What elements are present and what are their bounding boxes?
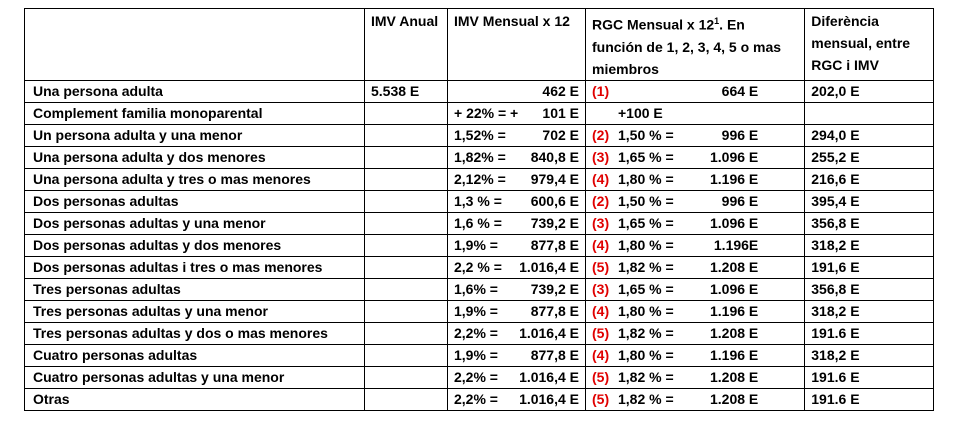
header-rgc: RGC Mensual x $12^1$. En función de 1, 2, 3, 4, 5 o mas miembros [586,9,805,81]
mensual-pct: + 22% = + [454,105,519,122]
row-category: Dos personas adultas i tres o mas menores [25,256,365,278]
row-anual [365,124,448,146]
mensual-pct: 2,2% = [454,369,498,386]
row-anual: 5.538 E [365,80,448,102]
rgc-pct: 1,82 % = [618,369,674,386]
row-diff: 255,2 E [805,146,934,168]
row-mensual [448,344,586,366]
rgc-tag: (2) [592,193,610,210]
table-row [25,366,934,388]
row-category: Otras [25,388,365,410]
row-mensual [448,124,586,146]
row-anual [365,146,448,168]
mensual-amount: 877,8 E [530,347,579,364]
header-category [25,9,365,81]
rgc-pct: +100 E [618,105,663,122]
row-rgc [586,256,805,278]
row-mensual [448,278,586,300]
mensual-amount: 101 E [542,105,579,122]
row-anual [365,388,448,410]
rgc-tag: (4) [592,171,610,188]
row-diff [805,102,934,124]
row-diff: 191.6 E [805,366,934,388]
rgc-amount: 1.208 E [710,391,759,408]
rgc-pct: 1,50 % = [618,193,674,210]
row-rgc [586,278,805,300]
row-diff: 318,2 E [805,234,934,256]
table-row [25,322,934,344]
rgc-amount: 1.196 E [710,303,759,320]
rgc-pct: 1,80 % = [618,237,674,254]
row-rgc [586,146,805,168]
rgc-pct: 1,80 % = [618,171,674,188]
rgc-tag: (1) [592,83,610,100]
row-diff: 294,0 E [805,124,934,146]
mensual-pct: 1,3 % = [454,193,502,210]
rgc-tag: (4) [592,237,610,254]
row-mensual [448,234,586,256]
row-rgc [586,234,805,256]
row-rgc [586,366,805,388]
row-rgc [586,322,805,344]
table-row [25,102,934,124]
row-diff: 395,4 E [805,190,934,212]
rgc-pct: 1,65 % = [618,215,674,232]
rgc-tag: (2) [592,127,610,144]
row-diff: 191,6 E [805,256,934,278]
table-row [25,124,934,146]
mensual-amount: 600,6 E [530,193,579,210]
mensual-amount: 462 E [542,83,579,100]
mensual-pct: 1,9% = [454,303,498,320]
row-anual [365,212,448,234]
row-rgc [586,212,805,234]
row-diff: 318,2 E [805,344,934,366]
mensual-pct: 1,82% = [454,149,506,166]
row-diff: 202,0 E [805,80,934,102]
rgc-amount: 996 E [721,127,759,144]
row-mensual [448,80,586,102]
row-anual [365,256,448,278]
table-row [25,388,934,410]
mensual-amount: 702 E [542,127,579,144]
rgc-tag: (4) [592,303,610,320]
row-diff: 191.6 E [805,388,934,410]
table-row [25,234,934,256]
header-anual: IMV Anual [365,9,448,81]
rgc-pct: 1,65 % = [618,281,674,298]
table-row [25,300,934,322]
row-mensual [448,256,586,278]
table-row [25,80,934,102]
row-category: Una persona adulta y tres o mas menores [25,168,365,190]
row-rgc [586,190,805,212]
rgc-pct: 1,80 % = [618,303,674,320]
row-category: Dos personas adultas y dos menores [25,234,365,256]
rgc-amount: 996 E [721,193,759,210]
row-anual [365,344,448,366]
rgc-amount: 1.208 E [710,369,759,386]
rgc-amount: 1.096 E [710,281,759,298]
mensual-pct: 2,2% = [454,391,498,408]
rgc-amount: 1.096 E [710,215,759,232]
row-anual [365,278,448,300]
mensual-amount: 877,8 E [530,303,579,320]
mensual-pct: 2,2 % = [454,259,502,276]
row-mensual [448,168,586,190]
mensual-amount: 979,4 E [530,171,579,188]
rgc-tag: (4) [592,347,610,364]
table-row [25,212,934,234]
row-anual [365,102,448,124]
row-category: Cuatro personas adultas y una menor [25,366,365,388]
row-category: Dos personas adultas y una menor [25,212,365,234]
mensual-pct: 1,6% = [454,281,498,298]
table-row [25,256,934,278]
mensual-pct: 1,9% = [454,347,498,364]
table-row [25,146,934,168]
mensual-amount: 739,2 E [530,281,579,298]
mensual-pct: 2,2% = [454,325,498,342]
row-diff: 216,6 E [805,168,934,190]
rgc-pct: 1,82 % = [618,325,674,342]
row-diff: 356,8 E [805,278,934,300]
mensual-amount: 1.016,4 E [519,259,579,276]
row-mensual [448,146,586,168]
mensual-amount: 877,8 E [530,237,579,254]
row-mensual [448,322,586,344]
rgc-amount: 664 E [721,83,759,100]
rgc-tag: (3) [592,281,610,298]
row-rgc [586,388,805,410]
row-mensual [448,388,586,410]
table-row [25,190,934,212]
rgc-tag: (5) [592,391,610,408]
rgc-pct: 1,50 % = [618,127,674,144]
mensual-amount: 739,2 E [530,215,579,232]
rgc-amount: 1.096 E [710,149,759,166]
row-rgc [586,102,805,124]
row-mensual [448,190,586,212]
header-mensual: IMV Mensual x 12 [448,9,586,81]
row-diff: 318,2 E [805,300,934,322]
rgc-amount: 1.196E [713,237,759,254]
row-category: Una persona adulta [25,80,365,102]
row-rgc [586,168,805,190]
row-category: Complement familia monoparental [25,102,365,124]
footnote-marker: 1 [714,16,720,26]
row-mensual [448,366,586,388]
row-category: Un persona adulta y una menor [25,124,365,146]
mensual-amount: 1.016,4 E [519,369,579,386]
row-anual [365,322,448,344]
mensual-pct: 2,12% = [454,171,506,188]
row-diff: 356,8 E [805,212,934,234]
row-rgc [586,344,805,366]
row-category: Tres personas adultas [25,278,365,300]
rgc-pct: 1,82 % = [618,259,674,276]
row-rgc [586,80,805,102]
mensual-pct: 1,52% = [454,127,506,144]
rgc-amount: 1.196 E [710,347,759,364]
rgc-tag: (5) [592,259,610,276]
rgc-amount: 1.208 E [710,325,759,342]
mensual-pct: 1,6 % = [454,215,502,232]
row-category: Cuatro personas adultas [25,344,365,366]
mensual-amount: 840,8 E [530,149,579,166]
row-anual [365,234,448,256]
header-row [25,9,934,81]
row-mensual [448,102,586,124]
row-anual [365,300,448,322]
mensual-pct: 1,9% = [454,237,498,254]
rgc-pct: 1,82 % = [618,391,674,408]
rgc-tag: (5) [592,369,610,386]
rgc-amount: 1.196 E [710,171,759,188]
row-mensual [448,212,586,234]
row-category: Tres personas adultas y dos o mas menores [25,322,365,344]
row-category: Tres personas adultas y una menor [25,300,365,322]
row-rgc [586,300,805,322]
header-diff: Diferència mensual, entre RGC i IMV [805,9,934,81]
row-diff: 191.6 E [805,322,934,344]
row-anual [365,168,448,190]
row-anual [365,366,448,388]
rgc-tag: (5) [592,325,610,342]
row-mensual [448,300,586,322]
row-category: Dos personas adultas [25,190,365,212]
rgc-pct: 1,65 % = [618,149,674,166]
table-row [25,278,934,300]
table-row [25,344,934,366]
mensual-amount: 1.016,4 E [519,325,579,342]
rgc-pct: 1,80 % = [618,347,674,364]
rgc-tag: (3) [592,149,610,166]
mensual-amount: 1.016,4 E [519,391,579,408]
comparison-table [24,8,934,411]
rgc-tag: (3) [592,215,610,232]
row-rgc [586,124,805,146]
table-row [25,168,934,190]
row-anual [365,190,448,212]
rgc-amount: 1.208 E [710,259,759,276]
row-category: Una persona adulta y dos menores [25,146,365,168]
